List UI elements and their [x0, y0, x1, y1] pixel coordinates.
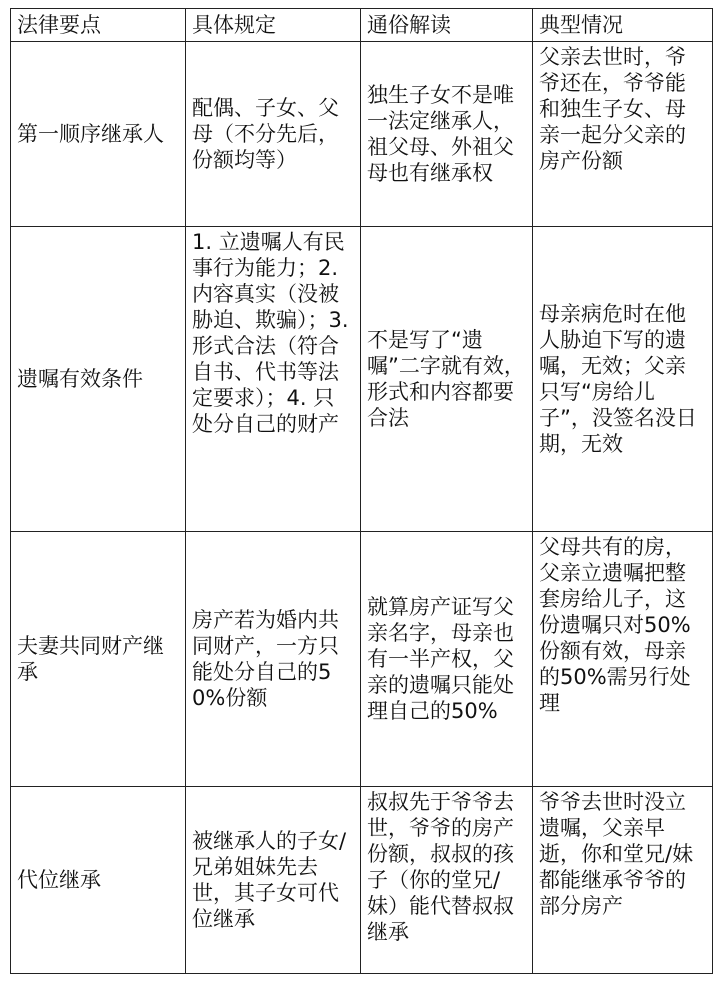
legal-point-cell: 遗嘱有效条件	[11, 227, 186, 532]
table-row	[11, 227, 713, 532]
table-header-row	[11, 9, 713, 42]
legal-point-cell: 夫妻共同财产继承	[11, 532, 186, 787]
header-typical-case: 典型情况	[533, 9, 713, 42]
typical-case-cell: 母亲病危时在他人胁迫下写的遗嘱，无效；父亲只写“房给儿子”，没签名没日期，无效	[533, 227, 713, 532]
specific-rule-cell: 1. 立遗嘱人有民事行为能力；2. 内容真实（没被胁迫、欺骗）；3. 形式合法（符合自书、代书等法定要求）；4. 只处分自己的财产	[186, 227, 361, 532]
specific-rule-cell: 被继承人的子女/兄弟姐妹先去世，其子女可代位继承	[186, 787, 361, 974]
table-row	[11, 42, 713, 227]
plain-explanation-cell: 就算房产证写父亲名字，母亲也有一半产权，父亲的遗嘱只能处理自己的50%	[361, 532, 533, 787]
plain-explanation-cell: 不是写了“遗嘱”二字就有效，形式和内容都要合法	[361, 227, 533, 532]
plain-explanation-cell: 独生子女不是唯一法定继承人，祖父母、外祖父母也有继承权	[361, 42, 533, 227]
specific-rule-cell: 房产若为婚内共同财产，一方只能处分自己的50%份额	[186, 532, 361, 787]
specific-rule-cell: 配偶、子女、父母（不分先后，份额均等）	[186, 42, 361, 227]
legal-point-cell: 代位继承	[11, 787, 186, 974]
table-row	[11, 787, 713, 974]
typical-case-cell: 父亲去世时，爷爷还在，爷爷能和独生子女、母亲一起分父亲的房产份额	[533, 42, 713, 227]
typical-case-cell: 爷爷去世时没立遗嘱，父亲早逝，你和堂兄/妹都能继承爷爷的部分房产	[533, 787, 713, 974]
legal-points-table	[10, 8, 713, 974]
header-specific-rule: 具体规定	[186, 9, 361, 42]
table-row	[11, 532, 713, 787]
legal-point-cell: 第一顺序继承人	[11, 42, 186, 227]
plain-explanation-cell: 叔叔先于爷爷去世，爷爷的房产份额，叔叔的孩子（你的堂兄/妹）能代替叔叔继承	[361, 787, 533, 974]
header-plain-explanation: 通俗解读	[361, 9, 533, 42]
header-legal-point: 法律要点	[11, 9, 186, 42]
typical-case-cell: 父母共有的房，父亲立遗嘱把整套房给儿子，这份遗嘱只对50%份额有效，母亲的50%需另行处理	[533, 532, 713, 787]
